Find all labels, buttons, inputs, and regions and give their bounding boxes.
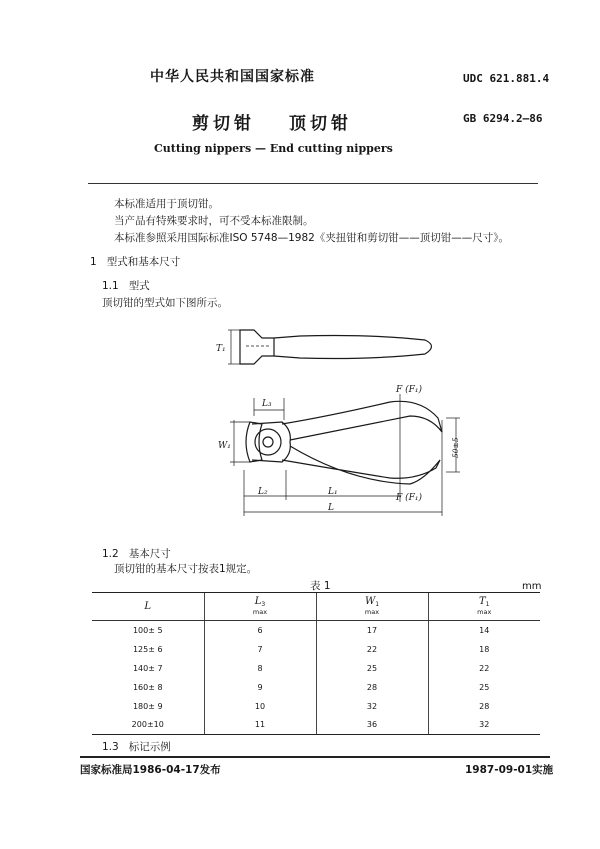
header-symbol: W	[364, 596, 376, 607]
section-1-1-text: 顶切钳的型式如下图所示。	[102, 297, 228, 309]
table-row	[92, 678, 540, 697]
table-caption: 表 1	[310, 580, 331, 592]
table-cell: 22	[428, 659, 540, 678]
header-symbol: L	[144, 600, 152, 612]
label-force-top: F (F₁)	[396, 385, 422, 395]
intro-line-2: 当产品有特殊要求时，可不受本标准限制。	[114, 215, 314, 227]
table-cell: 11	[204, 716, 316, 735]
table-cell: 7	[204, 640, 316, 659]
table-row	[92, 621, 540, 640]
section-title: 型式	[128, 280, 150, 292]
table-row	[92, 697, 540, 716]
document-title	[192, 109, 352, 134]
header-max: max	[477, 608, 492, 616]
issue-date: 国家标准局1986-04-17发布	[80, 764, 221, 776]
title-end-cutting-nippers: 顶切钳	[289, 114, 352, 134]
section-title: 标记示例	[128, 741, 171, 753]
intro-line-1: 本标准适用于顶切钳。	[114, 198, 219, 210]
english-subtitle: Cutting nippers — End cutting nippers	[154, 142, 393, 155]
header-symbol: L	[254, 596, 262, 607]
table-cell: 6	[204, 621, 316, 640]
table-cell: 140± 7	[132, 663, 163, 673]
dimensions-table	[92, 592, 540, 735]
table-cell: 28	[316, 678, 428, 697]
end-cutting-nippers-drawing	[210, 320, 470, 530]
section-number: 1.2	[102, 548, 119, 560]
header-subscript: 1	[485, 601, 490, 608]
udc-code: UDC 621.881.4	[463, 72, 550, 85]
section-title: 型式和基本尺寸	[106, 256, 181, 268]
section-number: 1.3	[102, 741, 119, 753]
table-cell: 200±10	[92, 716, 204, 735]
gb-code: GB 6294.2—86	[463, 112, 543, 125]
header-symbol: T	[478, 596, 486, 607]
top-view-handle	[274, 336, 432, 359]
intro-line-3: 本标准参照采用国际标准ISO 5748—1982《夹扭钳和剪切钳——顶切钳——尺寸》。	[114, 232, 510, 244]
header-cell-w1	[316, 593, 428, 621]
table-cell: 36	[316, 716, 428, 735]
table-cell: 14	[428, 621, 540, 640]
label-force-bottom: F (F₁)	[396, 493, 422, 503]
effective-date: 1987-09-01实施	[465, 764, 554, 776]
table-cell: 22	[316, 640, 428, 659]
table-cell: 160± 8	[132, 682, 163, 692]
table-cell: 17	[316, 621, 428, 640]
header-cell-l	[92, 593, 204, 621]
header-max: max	[252, 608, 268, 616]
table-header-row	[92, 593, 540, 621]
table-cell: 10	[204, 697, 316, 716]
section-1-2-text: 顶切钳的基本尺寸按表1规定。	[114, 563, 258, 575]
table-row	[92, 640, 540, 659]
section-title: 基本尺寸	[128, 548, 171, 560]
table-cell: 25	[428, 678, 540, 697]
section-number: 1	[90, 256, 97, 268]
header-divider	[88, 183, 538, 184]
table-cell: 32	[316, 697, 428, 716]
table-cell: 8	[204, 659, 316, 678]
label-50-tolerance: 50±5	[451, 437, 460, 458]
label-l: L	[328, 503, 334, 513]
label-l1: L₁	[328, 487, 338, 497]
label-l3: L₃	[262, 399, 272, 409]
label-t1: T₁	[216, 344, 226, 354]
table-cell: 125± 6	[132, 644, 163, 654]
label-l2: L₂	[258, 487, 268, 497]
footer-divider	[80, 756, 550, 758]
title-cutting-nippers: 剪切钳	[192, 114, 255, 134]
standard-header-title: 中华人民共和国国家标准	[150, 69, 315, 85]
table-cell: 18	[428, 640, 540, 659]
section-1-heading	[90, 254, 180, 269]
table-cell: 9	[204, 678, 316, 697]
header-cell-l3	[204, 593, 316, 621]
table-cell: 100± 5	[132, 625, 163, 635]
section-1-3-heading	[102, 739, 171, 754]
section-1-1-heading	[102, 278, 150, 293]
table-row	[92, 659, 540, 678]
header-cell-t1	[428, 593, 540, 621]
table-cell: 25	[316, 659, 428, 678]
header-subscript: 3	[261, 601, 266, 608]
section-number: 1.1	[102, 280, 119, 292]
table-row	[92, 716, 540, 735]
front-view-lower-handle	[282, 446, 440, 484]
table-cell: 28	[428, 697, 540, 716]
front-view-upper-handle	[282, 401, 442, 440]
header-subscript: 1	[375, 601, 380, 608]
top-view-head	[240, 330, 274, 364]
table-cell: 180± 9	[132, 701, 163, 711]
front-view-jaw	[246, 422, 262, 462]
table-cell: 32	[428, 716, 540, 735]
section-1-2-heading	[102, 546, 171, 561]
header-max: max	[364, 608, 380, 616]
table-unit: mm	[522, 581, 542, 592]
label-w1: W₁	[218, 441, 231, 451]
